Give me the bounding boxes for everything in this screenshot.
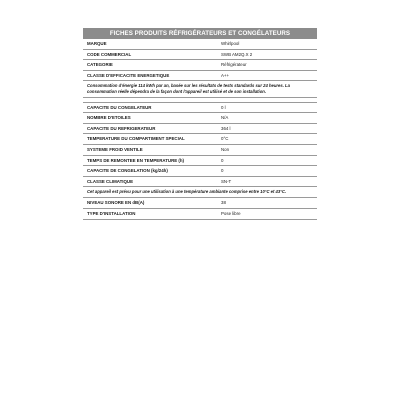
spec-row-freezer-capacity	[83, 103, 317, 114]
spec-label: CODE COMMERCIAL	[87, 51, 132, 57]
energy-consumption-note: Consommation d'énergie 114 kWh par an, basée sur les résultats de tests standards sur 24 heures. La consommation réelle dépendra de la façon dont l'appareil est utilisé et de son installation.	[83, 81, 317, 98]
spec-row-temperature-rise-time	[83, 156, 317, 167]
spec-label: CAPACITE DU CONGELATEUR	[87, 104, 152, 110]
spec-label: TYPE D'INSTALLATION	[87, 211, 136, 216]
spec-value: 0	[221, 157, 224, 163]
spec-value: Non	[221, 146, 230, 152]
spec-row-fridge-capacity	[83, 124, 317, 135]
spec-row-climate-class	[83, 177, 317, 188]
spec-value: Pose libre	[221, 211, 241, 216]
spec-value: Whirlpool	[221, 41, 240, 46]
spec-label: CAPACITE DU REFRIGERATEUR	[87, 125, 156, 131]
spec-label: SYSTEME FROID VENTILE	[87, 146, 143, 152]
spec-row-category	[83, 60, 317, 71]
spec-value: 0 l	[221, 104, 226, 110]
spec-row-special-compartment-temp	[83, 134, 317, 145]
spec-value: A++	[221, 72, 230, 78]
spec-row-commercial-code	[83, 50, 317, 61]
spec-row-noise-level	[83, 198, 317, 209]
spec-value: Réfrigérateur	[221, 62, 247, 68]
spec-value: 0°C	[221, 136, 229, 142]
ambient-temperature-note: Cet appareil est prévu pour une utilisation à une température ambiante comprise entre 10°C et 43°C.	[83, 187, 317, 198]
spec-label: CLASSE CLIMATIQUE	[87, 178, 134, 184]
spec-label: NOMBRE D'ETOILES	[87, 115, 131, 121]
spec-label: NIVEAU SONORE EN dB(A)	[87, 200, 145, 206]
spec-row-brand	[83, 39, 317, 50]
spec-label: CLASSE D'EFFICACITE ENERGETIQUE	[87, 72, 170, 78]
spec-label: TEMPS DE REMONTEE EN TEMPERATURE (h)	[87, 157, 185, 163]
spec-row-installation-type	[83, 209, 317, 220]
sheet-title: FICHES PRODUITS RÉFRIGÉRATEURS ET CONGÉLATEURS	[83, 28, 317, 39]
spec-row-ventilated-cooling	[83, 145, 317, 156]
spec-value: N/A	[221, 115, 229, 121]
spec-value: 0	[221, 168, 224, 174]
spec-value: 38	[221, 200, 226, 206]
spec-value: SWB AM2Q.X 2	[221, 51, 253, 57]
spec-row-freezing-capacity	[83, 166, 317, 177]
spec-label: TEMPERATURE DU COMPARTIMENT SPECIAL	[87, 136, 185, 142]
spec-row-stars	[83, 113, 317, 124]
spec-label: CATEGORIE	[87, 62, 113, 68]
spec-label: MARQUE	[87, 41, 107, 46]
spec-row-energy-class	[83, 71, 317, 82]
product-sheet	[83, 28, 317, 220]
spec-label: CAPACITE DE CONGELATION (kg/24h)	[87, 168, 168, 174]
spec-value: 364 l	[221, 125, 231, 131]
spec-value: SN-T	[221, 178, 232, 184]
